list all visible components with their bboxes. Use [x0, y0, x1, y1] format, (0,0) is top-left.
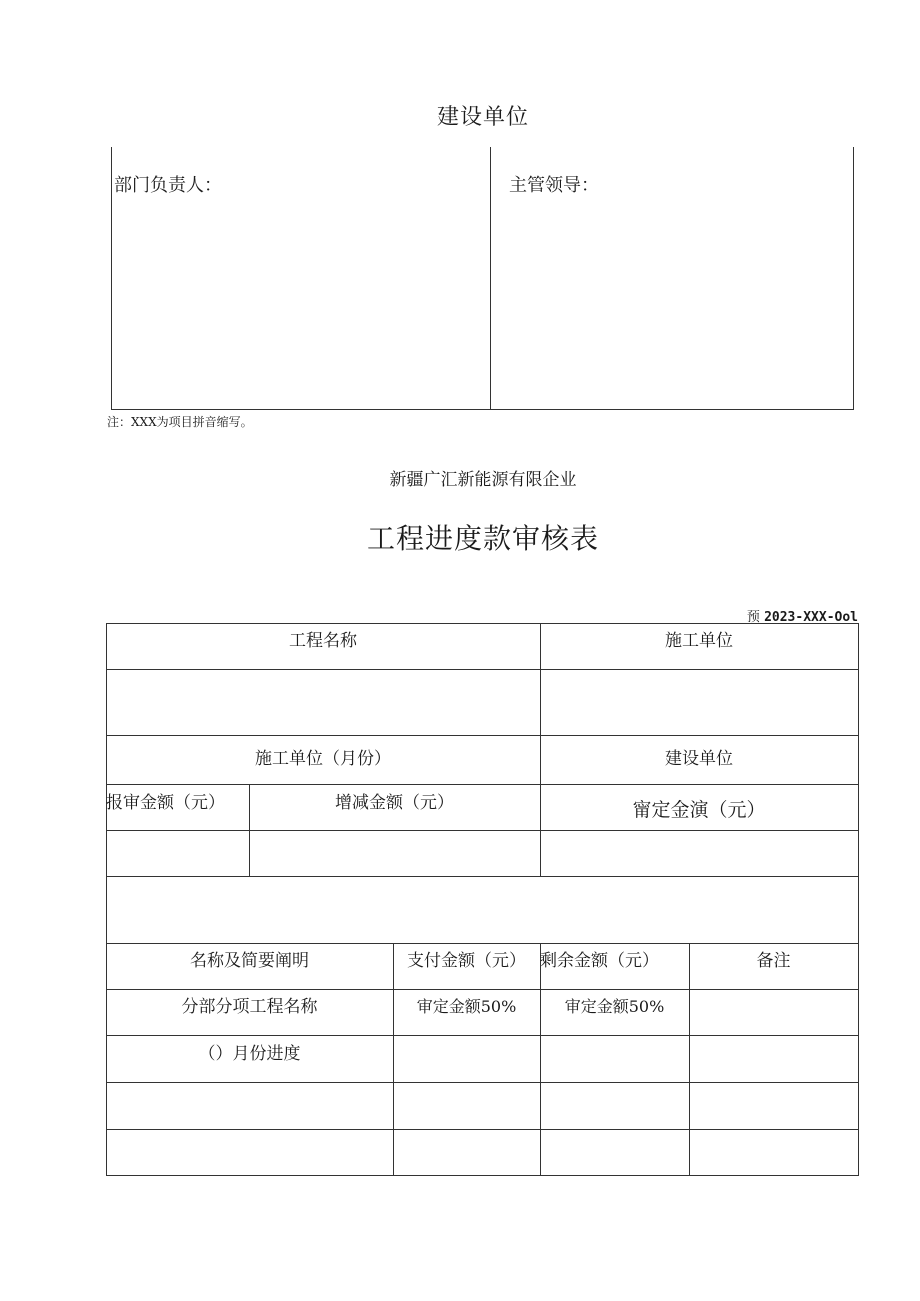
header-project-name: 工程名称 [289, 631, 357, 651]
table-border-top [106, 623, 858, 624]
row-line [106, 876, 858, 877]
signature-box [111, 147, 854, 410]
sig-box-bottom-border [111, 409, 854, 410]
header-approved-50-paid: 审定金额50% [416, 997, 517, 1016]
col-line [393, 943, 394, 1176]
header-owner: 建设单位 [665, 749, 733, 769]
header-contractor-month: 施工单位（月份） [255, 749, 391, 769]
sig-box-divider [490, 147, 491, 410]
row-line [106, 830, 858, 831]
col-line [689, 943, 690, 1176]
header-approved-50-remaining: 审定金额50% [564, 997, 665, 1016]
owner-section-title: 建设单位 [436, 105, 529, 130]
header-approved-amount: 甯定金演（元） [632, 799, 766, 821]
dept-head-label: 部门负责人： [114, 175, 222, 196]
header-remarks: 备注 [756, 951, 791, 971]
header-contractor: 施工单位 [665, 631, 733, 651]
supervisor-label: 主管领导： [509, 175, 599, 196]
header-remaining-amount: 剩余金额（元） [540, 951, 659, 971]
row-line [106, 989, 858, 990]
header-sub-project: 分部分项工程名称 [181, 997, 318, 1017]
sig-box-left-border [111, 147, 112, 410]
row-line [106, 1035, 858, 1036]
progress-payment-table [106, 623, 858, 1176]
sig-box-right-border [853, 147, 854, 410]
doc-no-prefix: 预 [746, 610, 760, 625]
header-paid-amount: 支付金额（元） [407, 951, 526, 971]
form-title: 工程进度款审核表 [366, 522, 599, 555]
table-border-left [106, 623, 107, 1176]
company-name: 新疆广汇新能源有限企业 [389, 470, 577, 490]
header-adjust-amount: 增减金额（元） [335, 793, 454, 813]
row-line [106, 784, 858, 785]
header-reported-amount: 报审金额（元） [106, 793, 225, 813]
row-line [106, 1129, 858, 1130]
table-border-right [858, 623, 859, 1176]
header-name-desc: 名称及简要阐明 [190, 951, 309, 971]
doc-no-value: 2023-XXX-Ool [764, 610, 858, 625]
col-line [540, 943, 541, 1176]
row-line [106, 943, 858, 944]
row-line [106, 669, 858, 670]
row-line [106, 1082, 858, 1083]
table-border-bottom [106, 1175, 858, 1176]
row-line [106, 735, 858, 736]
monthly-progress-label: （）月份进度 [198, 1044, 301, 1064]
footnote: 注：XXX为项目拼音缩写。 [107, 415, 253, 429]
